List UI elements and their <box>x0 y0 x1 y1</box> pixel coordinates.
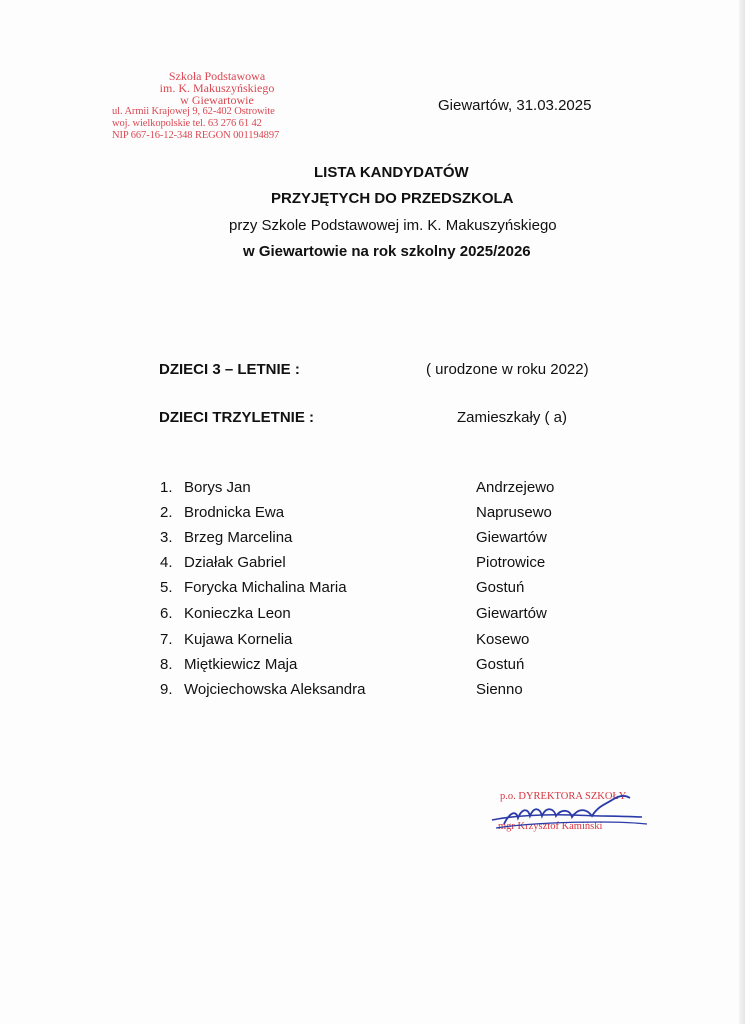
stamp-line-1: Szkoła Podstawowa <box>168 69 266 83</box>
item-number: 4. <box>160 554 173 571</box>
child-town: Piotrowice <box>476 554 546 571</box>
age-group-label: DZIECI 3 – LETNIE : <box>159 361 300 378</box>
signature-title: p.o. DYREKTORA SZKOŁY <box>500 791 627 802</box>
item-number: 1. <box>160 479 173 496</box>
place-and-date: Giewartów, 31.03.2025 <box>438 97 592 114</box>
child-name: Wojciechowska Aleksandra <box>184 681 366 698</box>
child-name: Borys Jan <box>184 479 251 496</box>
list-item <box>0 656 745 682</box>
item-number: 8. <box>160 656 173 673</box>
child-name: Forycka Michalina Maria <box>184 579 347 596</box>
child-name: Kujawa Kornelia <box>184 631 293 648</box>
stamp-line-5: woj. wielkopolskie tel. 63 276 61 42 <box>112 118 262 129</box>
list-item <box>0 631 745 657</box>
child-town: Giewartów <box>476 529 547 546</box>
heading-line-1: LISTA KANDYDATÓW <box>314 164 469 181</box>
item-number: 9. <box>160 681 173 698</box>
list-item <box>0 554 745 580</box>
child-town: Gostuń <box>476 656 525 673</box>
item-number: 2. <box>160 504 173 521</box>
list-item <box>0 605 745 631</box>
child-town: Sienno <box>476 681 523 698</box>
child-name: Brodnicka Ewa <box>184 504 285 521</box>
stamp-line-6: NIP 667-16-12-348 REGON 001194897 <box>112 130 280 141</box>
list-item <box>0 479 745 505</box>
item-number: 3. <box>160 529 173 546</box>
child-town: Andrzejewo <box>476 479 555 496</box>
handwritten-signature <box>482 786 652 846</box>
child-town: Naprusewo <box>476 504 552 521</box>
child-town: Gostuń <box>476 579 525 596</box>
child-name: Brzeg Marcelina <box>184 529 293 546</box>
item-number: 7. <box>160 631 173 648</box>
item-number: 6. <box>160 605 173 622</box>
child-name: Działak Gabriel <box>184 554 286 571</box>
list-item <box>0 681 745 707</box>
stamp-line-3: w Giewartowie <box>180 93 254 107</box>
list-item <box>0 529 745 555</box>
list-item <box>0 504 745 530</box>
heading-line-4: w Giewartowie na rok szkolny 2025/2026 <box>243 243 531 260</box>
item-number: 5. <box>160 579 173 596</box>
residence-header: Zamieszkały ( a) <box>457 409 568 426</box>
stamp-line-4: ul. Armii Krajowej 9, 62-402 Ostrowite <box>112 106 275 117</box>
heading-line-2: PRZYJĘTYCH DO PRZEDSZKOLA <box>271 190 514 207</box>
school-stamp <box>112 70 322 142</box>
child-town: Kosewo <box>476 631 530 648</box>
child-name: Konieczka Leon <box>184 605 291 622</box>
signature-name: mgr Krzysztof Kamiński <box>498 821 603 832</box>
stamp-line-2: im. K. Makuszyńskiego <box>159 81 275 95</box>
heading-line-3: przy Szkole Podstawowej im. K. Makuszyńskiego <box>229 217 557 234</box>
list-label: DZIECI TRZYLETNIE : <box>159 409 314 426</box>
child-town: Giewartów <box>476 605 547 622</box>
birth-year-note: ( urodzone w roku 2022) <box>426 361 589 378</box>
child-name: Miętkiewicz Maja <box>184 656 298 673</box>
director-signature-block <box>482 786 652 846</box>
list-item <box>0 579 745 605</box>
